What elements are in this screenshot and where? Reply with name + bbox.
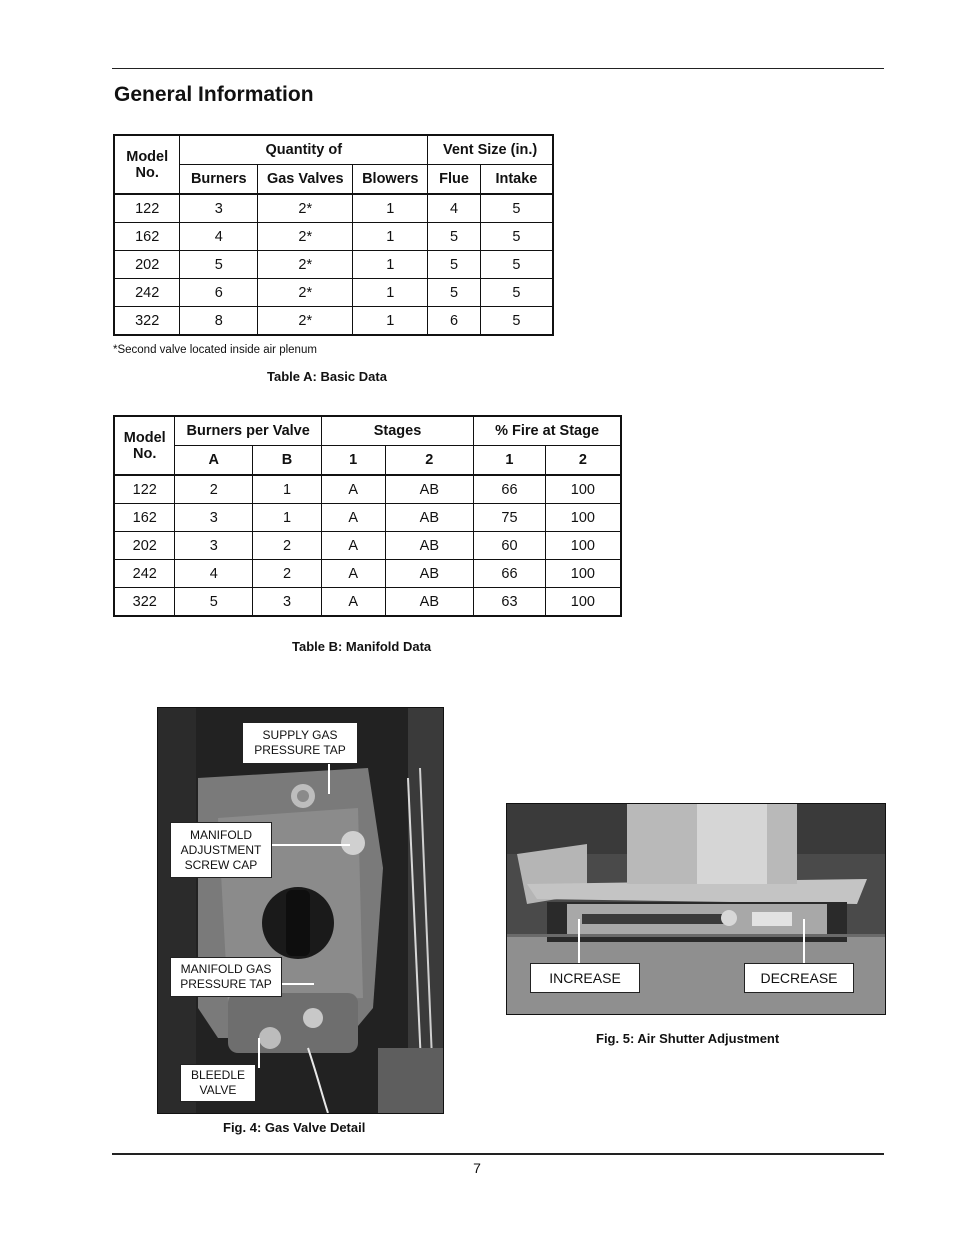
table-cell: 2	[253, 532, 322, 560]
leader-line	[578, 919, 580, 964]
table-row	[114, 223, 553, 251]
table-cell: A	[321, 560, 385, 588]
table-cell: 100	[545, 588, 621, 617]
table-cell: AB	[385, 532, 474, 560]
bleedle-valve-label: BLEEDLE VALVE	[180, 1064, 256, 1102]
table-a-footnote: *Second valve located inside air plenum	[113, 344, 317, 356]
table-cell: 1	[253, 475, 322, 504]
table-cell: 4	[428, 194, 481, 223]
table-cell: 100	[545, 560, 621, 588]
header-blowers: Blowers	[353, 164, 428, 194]
table-cell: AB	[385, 560, 474, 588]
table-row	[114, 279, 553, 307]
gas-valve-illustration	[158, 708, 443, 1113]
table-cell: 100	[545, 504, 621, 532]
header-fire-at-stage: % Fire at Stage	[474, 416, 621, 445]
table-b-caption: Table B: Manifold Data	[292, 639, 432, 654]
header-model-no: Model No.	[114, 416, 175, 475]
header-intake: Intake	[480, 164, 553, 194]
leader-line	[328, 764, 330, 794]
bottom-rule	[112, 1153, 884, 1155]
table-cell: 2*	[258, 223, 353, 251]
header-model-no: Model No.	[114, 135, 180, 194]
table-row	[114, 588, 621, 617]
table-cell: AB	[385, 504, 474, 532]
table-cell: 63	[474, 588, 546, 617]
header-valve-b: B	[253, 445, 322, 475]
table-cell: 60	[474, 532, 546, 560]
table-cell: 242	[114, 560, 175, 588]
header-fire-1: 1	[474, 445, 546, 475]
table-cell: 3	[175, 532, 253, 560]
basic-data-table	[113, 134, 554, 336]
table-row	[114, 532, 621, 560]
table-cell: 242	[114, 279, 180, 307]
table-row	[114, 251, 553, 279]
table-a-caption: Table A: Basic Data	[267, 369, 387, 384]
air-shutter-photo	[506, 803, 886, 1015]
table-cell: 2*	[258, 307, 353, 336]
header-flue: Flue	[428, 164, 481, 194]
table-cell: 5	[480, 307, 553, 336]
table-cell: 5	[180, 251, 258, 279]
figure-4-caption: Fig. 4: Gas Valve Detail	[223, 1120, 366, 1135]
table-cell: 5	[175, 588, 253, 617]
table-cell: 5	[480, 279, 553, 307]
page-number: 7	[473, 1160, 481, 1176]
header-gas-valves: Gas Valves	[258, 164, 353, 194]
table-cell: 3	[175, 504, 253, 532]
table-cell: 1	[353, 307, 428, 336]
table-cell: 162	[114, 504, 175, 532]
table-row	[114, 560, 621, 588]
top-rule	[112, 68, 884, 69]
table-cell: 66	[474, 560, 546, 588]
manifold-adjustment-label: MANIFOLD ADJUSTMENT SCREW CAP	[170, 822, 272, 878]
leader-line	[270, 844, 350, 846]
manifold-gas-pressure-tap-label: MANIFOLD GAS PRESSURE TAP	[170, 957, 282, 997]
table-cell: A	[321, 504, 385, 532]
header-stage-1: 1	[321, 445, 385, 475]
table-row	[114, 194, 553, 223]
table-cell: 1	[353, 251, 428, 279]
table-cell: A	[321, 532, 385, 560]
table-cell: 1	[353, 194, 428, 223]
table-cell: 5	[480, 194, 553, 223]
table-cell: 66	[474, 475, 546, 504]
decrease-label: DECREASE	[744, 963, 854, 993]
figure-5-caption: Fig. 5: Air Shutter Adjustment	[596, 1031, 780, 1046]
header-valve-a: A	[175, 445, 253, 475]
header-fire-2: 2	[545, 445, 621, 475]
table-cell: 1	[353, 223, 428, 251]
table-cell: 322	[114, 588, 175, 617]
table-cell: 100	[545, 532, 621, 560]
header-stages: Stages	[321, 416, 473, 445]
table-cell: AB	[385, 588, 474, 617]
table-cell: 5	[480, 251, 553, 279]
table-cell: 1	[353, 279, 428, 307]
table-cell: 1	[253, 504, 322, 532]
increase-label: INCREASE	[530, 963, 640, 993]
table-cell: 6	[180, 279, 258, 307]
table-cell: 2*	[258, 279, 353, 307]
header-quantity-of: Quantity of	[180, 135, 428, 164]
table-cell: 122	[114, 194, 180, 223]
table-cell: 100	[545, 475, 621, 504]
table-cell: 162	[114, 223, 180, 251]
table-cell: 6	[428, 307, 481, 336]
table-cell: 5	[428, 223, 481, 251]
table-cell: A	[321, 475, 385, 504]
table-cell: 202	[114, 532, 175, 560]
table-cell: 2*	[258, 194, 353, 223]
table-cell: 8	[180, 307, 258, 336]
table-cell: 2*	[258, 251, 353, 279]
table-row	[114, 475, 621, 504]
table-cell: 322	[114, 307, 180, 336]
table-cell: 4	[180, 223, 258, 251]
table-cell: 2	[253, 560, 322, 588]
table-cell: 202	[114, 251, 180, 279]
leader-line	[282, 983, 314, 985]
header-stage-2: 2	[385, 445, 474, 475]
table-cell: 4	[175, 560, 253, 588]
table-cell: 75	[474, 504, 546, 532]
table-cell: AB	[385, 475, 474, 504]
table-row	[114, 307, 553, 336]
table-cell: 5	[480, 223, 553, 251]
header-burners: Burners	[180, 164, 258, 194]
header-vent-size: Vent Size (in.)	[428, 135, 553, 164]
table-cell: 5	[428, 251, 481, 279]
table-cell: 3	[253, 588, 322, 617]
supply-gas-pressure-tap-label: SUPPLY GAS PRESSURE TAP	[242, 722, 358, 764]
leader-line	[803, 919, 805, 964]
table-row	[114, 504, 621, 532]
header-burners-per-valve: Burners per Valve	[175, 416, 321, 445]
manifold-data-table	[113, 415, 622, 617]
table-cell: A	[321, 588, 385, 617]
table-cell: 3	[180, 194, 258, 223]
page-title: General Information	[114, 83, 314, 106]
gas-valve-photo	[157, 707, 444, 1114]
leader-line	[258, 1038, 260, 1068]
table-cell: 122	[114, 475, 175, 504]
table-cell: 5	[428, 279, 481, 307]
table-cell: 2	[175, 475, 253, 504]
